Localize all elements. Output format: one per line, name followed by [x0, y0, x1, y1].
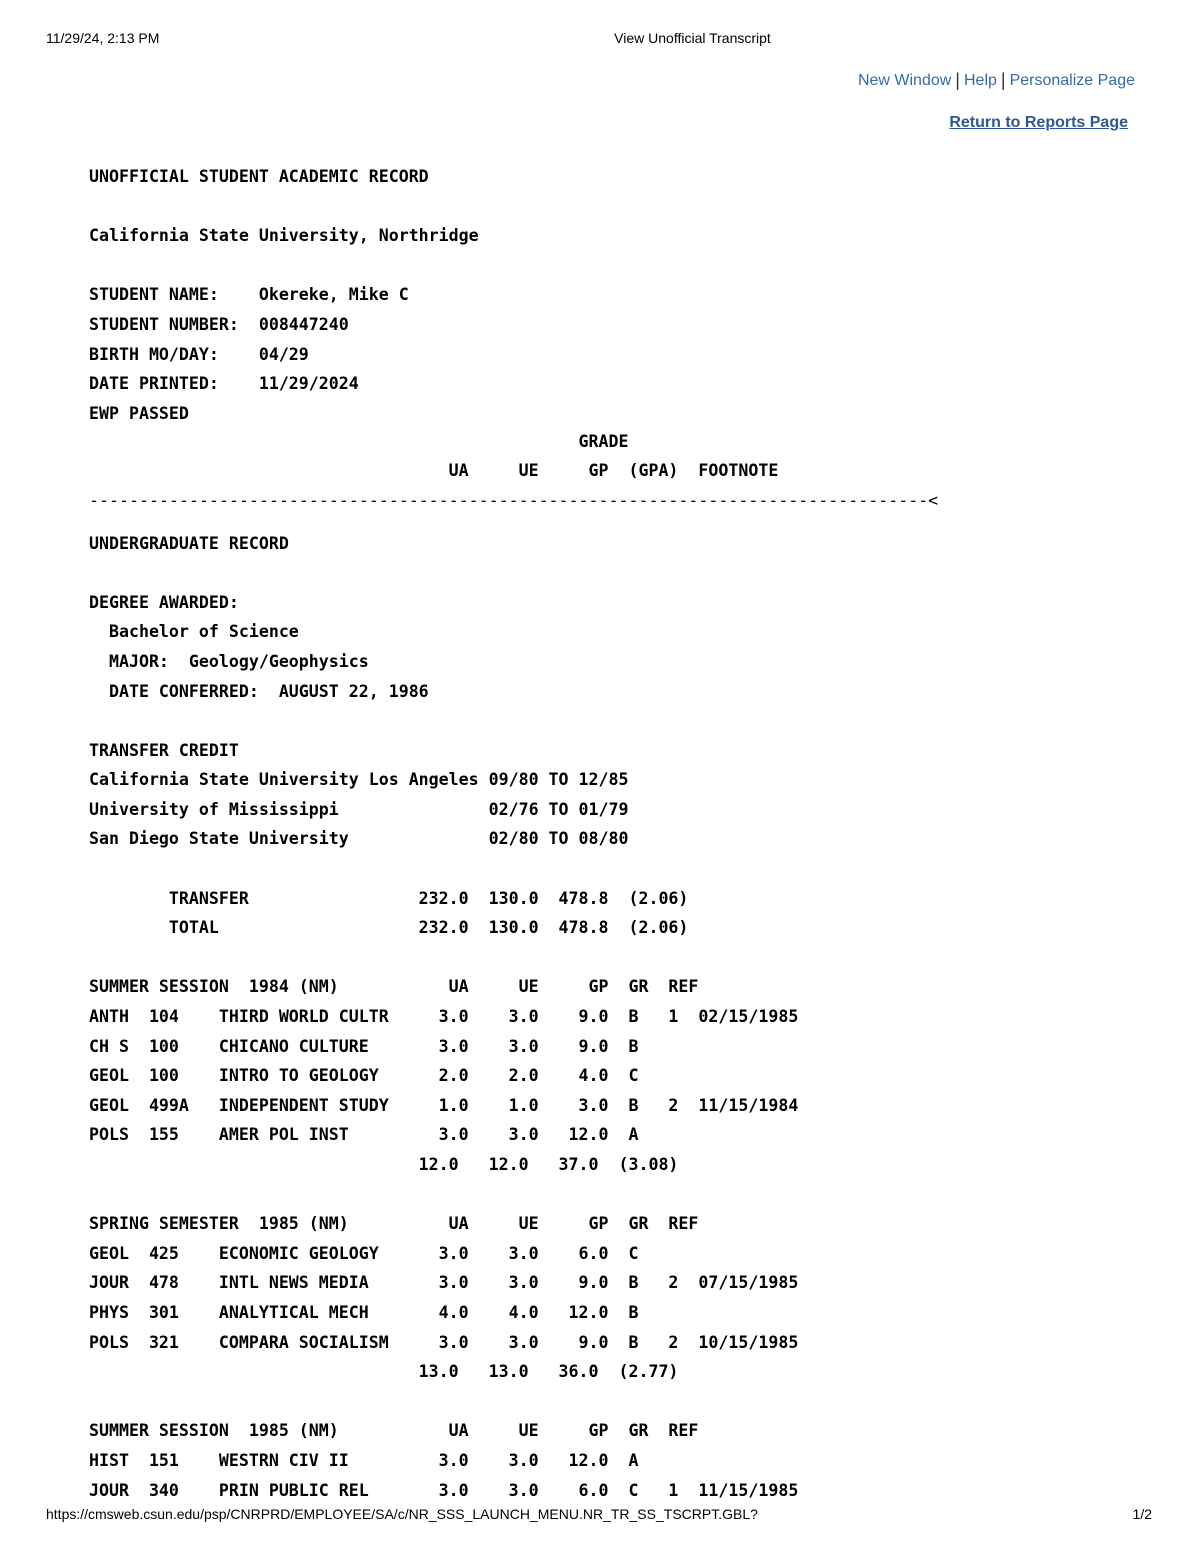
print-page-title: View Unofficial Transcript	[614, 30, 771, 46]
transfer-school: San Diego State University 02/80 TO 08/80	[89, 829, 629, 849]
term-header: SUMMER SESSION 1984 (NM) UA UE GP GR REF	[89, 977, 699, 997]
transfer-totals-row: TRANSFER 232.0 130.0 478.8 (2.06)	[89, 888, 689, 908]
course-row: PHYS 301 ANALYTICAL MECH 4.0 4.0 12.0 B	[89, 1302, 639, 1322]
print-datetime: 11/29/24, 2:13 PM	[46, 30, 160, 46]
student-name: STUDENT NAME: Okereke, Mike C	[89, 285, 409, 305]
return-to-reports-link[interactable]: Return to Reports Page	[949, 114, 1128, 131]
transfer-school: University of Mississippi 02/76 TO 01/79	[89, 799, 629, 819]
birth-date: BIRTH MO/DAY: 04/29	[89, 344, 309, 364]
transfer-school: California State University Los Angeles 09/80 TO 12/85	[89, 770, 629, 790]
course-row: GEOL 499A INDEPENDENT STUDY 1.0 1.0 3.0 B 2 11/15/1984	[89, 1095, 799, 1115]
transfer-credit-label: TRANSFER CREDIT	[89, 740, 239, 760]
column-header: UA UE GP (GPA) FOOTNOTE	[89, 461, 779, 481]
section-undergraduate-record: UNDERGRADUATE RECORD	[89, 533, 289, 553]
print-header	[0, 30, 1200, 50]
print-page-number: 1/2	[1132, 1506, 1152, 1522]
course-row: CH S 100 CHICANO CULTURE 3.0 3.0 9.0 B	[89, 1036, 639, 1056]
degree-major: MAJOR: Geology/Geophysics	[89, 651, 369, 671]
new-window-link[interactable]: New Window	[857, 72, 952, 89]
date-conferred: DATE CONFERRED: AUGUST 22, 1986	[89, 681, 429, 701]
course-row: ANTH 104 THIRD WORLD CULTR 3.0 3.0 9.0 B 1 02/15/1985	[89, 1007, 799, 1027]
term-header: SPRING SEMESTER 1985 (NM) UA UE GP GR REF	[89, 1214, 699, 1234]
course-row: GEOL 100 INTRO TO GEOLOGY 2.0 2.0 4.0 C	[89, 1066, 639, 1086]
overall-totals-row: TOTAL 232.0 130.0 478.8 (2.06)	[89, 918, 689, 938]
column-header-grade: GRADE	[89, 432, 629, 452]
course-row: POLS 155 AMER POL INST 3.0 3.0 12.0 A	[89, 1125, 639, 1145]
date-printed: DATE PRINTED: 11/29/2024	[89, 374, 359, 394]
course-row: JOUR 478 INTL NEWS MEDIA 3.0 3.0 9.0 B 2 07/15/1985	[89, 1273, 799, 1293]
term-total-row: 13.0 13.0 36.0 (2.77)	[89, 1362, 679, 1382]
degree-awarded-label: DEGREE AWARDED:	[89, 592, 239, 612]
link-separator: |	[955, 70, 960, 90]
course-row: HIST 151 WESTRN CIV II 3.0 3.0 12.0 A	[89, 1450, 639, 1470]
course-row: POLS 321 COMPARA SOCIALISM 3.0 3.0 9.0 B 2 10/15/1985	[89, 1332, 799, 1352]
term-header: SUMMER SESSION 1985 (NM) UA UE GP GR REF	[89, 1421, 699, 1441]
top-links	[858, 70, 1135, 91]
course-row: GEOL 425 ECONOMIC GEOLOGY 3.0 3.0 6.0 C	[89, 1243, 639, 1263]
student-number: STUDENT NUMBER: 008447240	[89, 314, 349, 334]
record-heading: UNOFFICIAL STUDENT ACADEMIC RECORD	[89, 167, 429, 186]
transcript-body	[89, 162, 938, 1505]
header-divider: ------------------------------------------------------------------------------------<	[89, 490, 939, 510]
personalize-page-link[interactable]: Personalize Page	[1009, 72, 1135, 89]
institution-name: California State University, Northridge	[89, 226, 479, 246]
degree-name: Bachelor of Science	[89, 622, 299, 642]
link-separator: |	[1000, 70, 1006, 90]
term-total-row: 12.0 12.0 37.0 (3.08)	[89, 1155, 679, 1174]
print-url: https://cmsweb.csun.edu/psp/CNRPRD/EMPLOYEE/SA/c/NR_SSS_LAUNCH_MENU.NR_TR_SS_TSCRPT.GBL?	[46, 1506, 758, 1522]
ewp-status: EWP PASSED	[89, 403, 189, 423]
course-row: JOUR 340 PRIN PUBLIC REL 3.0 3.0 6.0 C 1 11/15/1985	[89, 1480, 799, 1500]
help-link[interactable]: Help	[963, 72, 997, 89]
